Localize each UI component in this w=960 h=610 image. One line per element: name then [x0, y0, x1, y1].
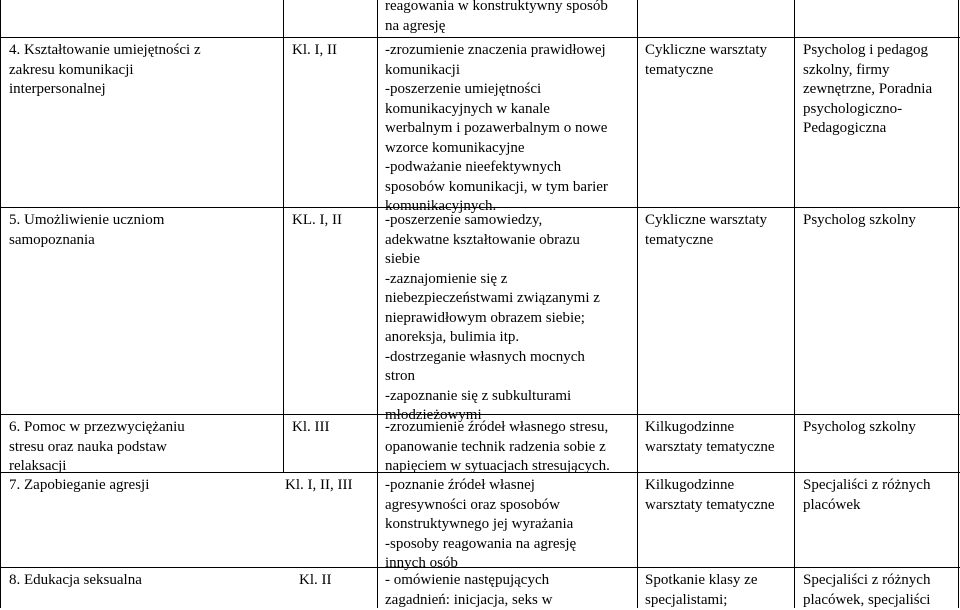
grade-cell: Kl. III	[292, 419, 330, 435]
topic-cell: 4. Kształtowanie umiejętności z zakresu komunikacji interpersonalnej	[9, 42, 201, 97]
col-border	[637, 0, 638, 608]
row-border	[0, 37, 960, 38]
topic-cell: 6. Pomoc w przezwyciężaniu stresu oraz nauka podstaw relaksacji	[9, 419, 185, 474]
topic-cell: 8. Edukacja seksualna	[9, 572, 142, 588]
responsible-cell: Specjaliści z różnych placówek	[803, 477, 931, 513]
content-cell: -zrozumienie znaczenia prawidłowej komunikacji -poszerzenie umiejętności komunikacyjnych w kanale werbalnym i pozawerbalnym o nowe wzorce komunikacyjne -podważanie nieefektywnych sposobów komunikacji, w tym barier komunikacyjnych.	[385, 42, 608, 214]
responsible-cell: Psycholog szkolny	[803, 419, 916, 435]
topic-cell: 7. Zapobieganie agresji	[9, 477, 150, 493]
content-cell: - omówienie następujących zagadnień: inicjacja, seks w	[385, 572, 553, 608]
responsible-cell: Psycholog i pedagog szkolny, firmy zewnętrzne, Poradnia psychologiczno- Pedagogiczna	[803, 42, 933, 136]
content-cell: -poznanie źródeł własnej agresywności oraz sposobów konstruktywnego jej wyrażania -sposoby reagowania na agresję innych osób	[385, 477, 577, 571]
grade-cell: Kl. I, II	[292, 42, 337, 58]
responsible-cell: Psycholog szkolny	[803, 212, 916, 228]
grade-cell: Kl. I, II, III	[285, 477, 353, 493]
responsible-cell: Specjaliści z różnych placówek, specjaliści	[803, 572, 931, 608]
grade-cell: Kl. II	[299, 572, 332, 588]
form-cell: Cykliczne warsztaty tematyczne	[645, 42, 768, 78]
form-cell: Kilkugodzinne warsztaty tematyczne	[645, 419, 775, 455]
content-cell: -zrozumienie źródeł własnego stresu, opanowanie technik radzenia sobie z napięciem w sytuacjach stresujących.	[385, 419, 610, 474]
col-border	[0, 0, 1, 608]
col-border	[377, 0, 378, 608]
col-border	[958, 0, 959, 608]
content-cell: -poszerzenie samowiedzy, adekwatne kształtowanie obrazu siebie -zaznajomienie się z niebezpieczeństwami związanymi z nieprawidłowym obrazem siebie; anoreksja, bulimia itp. -dostrzeganie własnych mocnych stron -zapoznanie się z subkulturami młodzieżowymi	[385, 212, 600, 423]
col-border	[794, 0, 795, 608]
form-cell: Kilkugodzinne warsztaty tematyczne	[645, 477, 775, 513]
grade-cell: KL. I, II	[292, 212, 342, 228]
col-border	[283, 0, 284, 472]
form-cell: Spotkanie klasy ze specjalistami;	[645, 572, 758, 608]
form-cell: Cykliczne warsztaty tematyczne	[645, 212, 768, 248]
content-cell: reagowania w konstruktywny sposób na agresję	[385, 0, 608, 34]
topic-cell: 5. Umożliwienie uczniom samopoznania	[9, 212, 165, 248]
